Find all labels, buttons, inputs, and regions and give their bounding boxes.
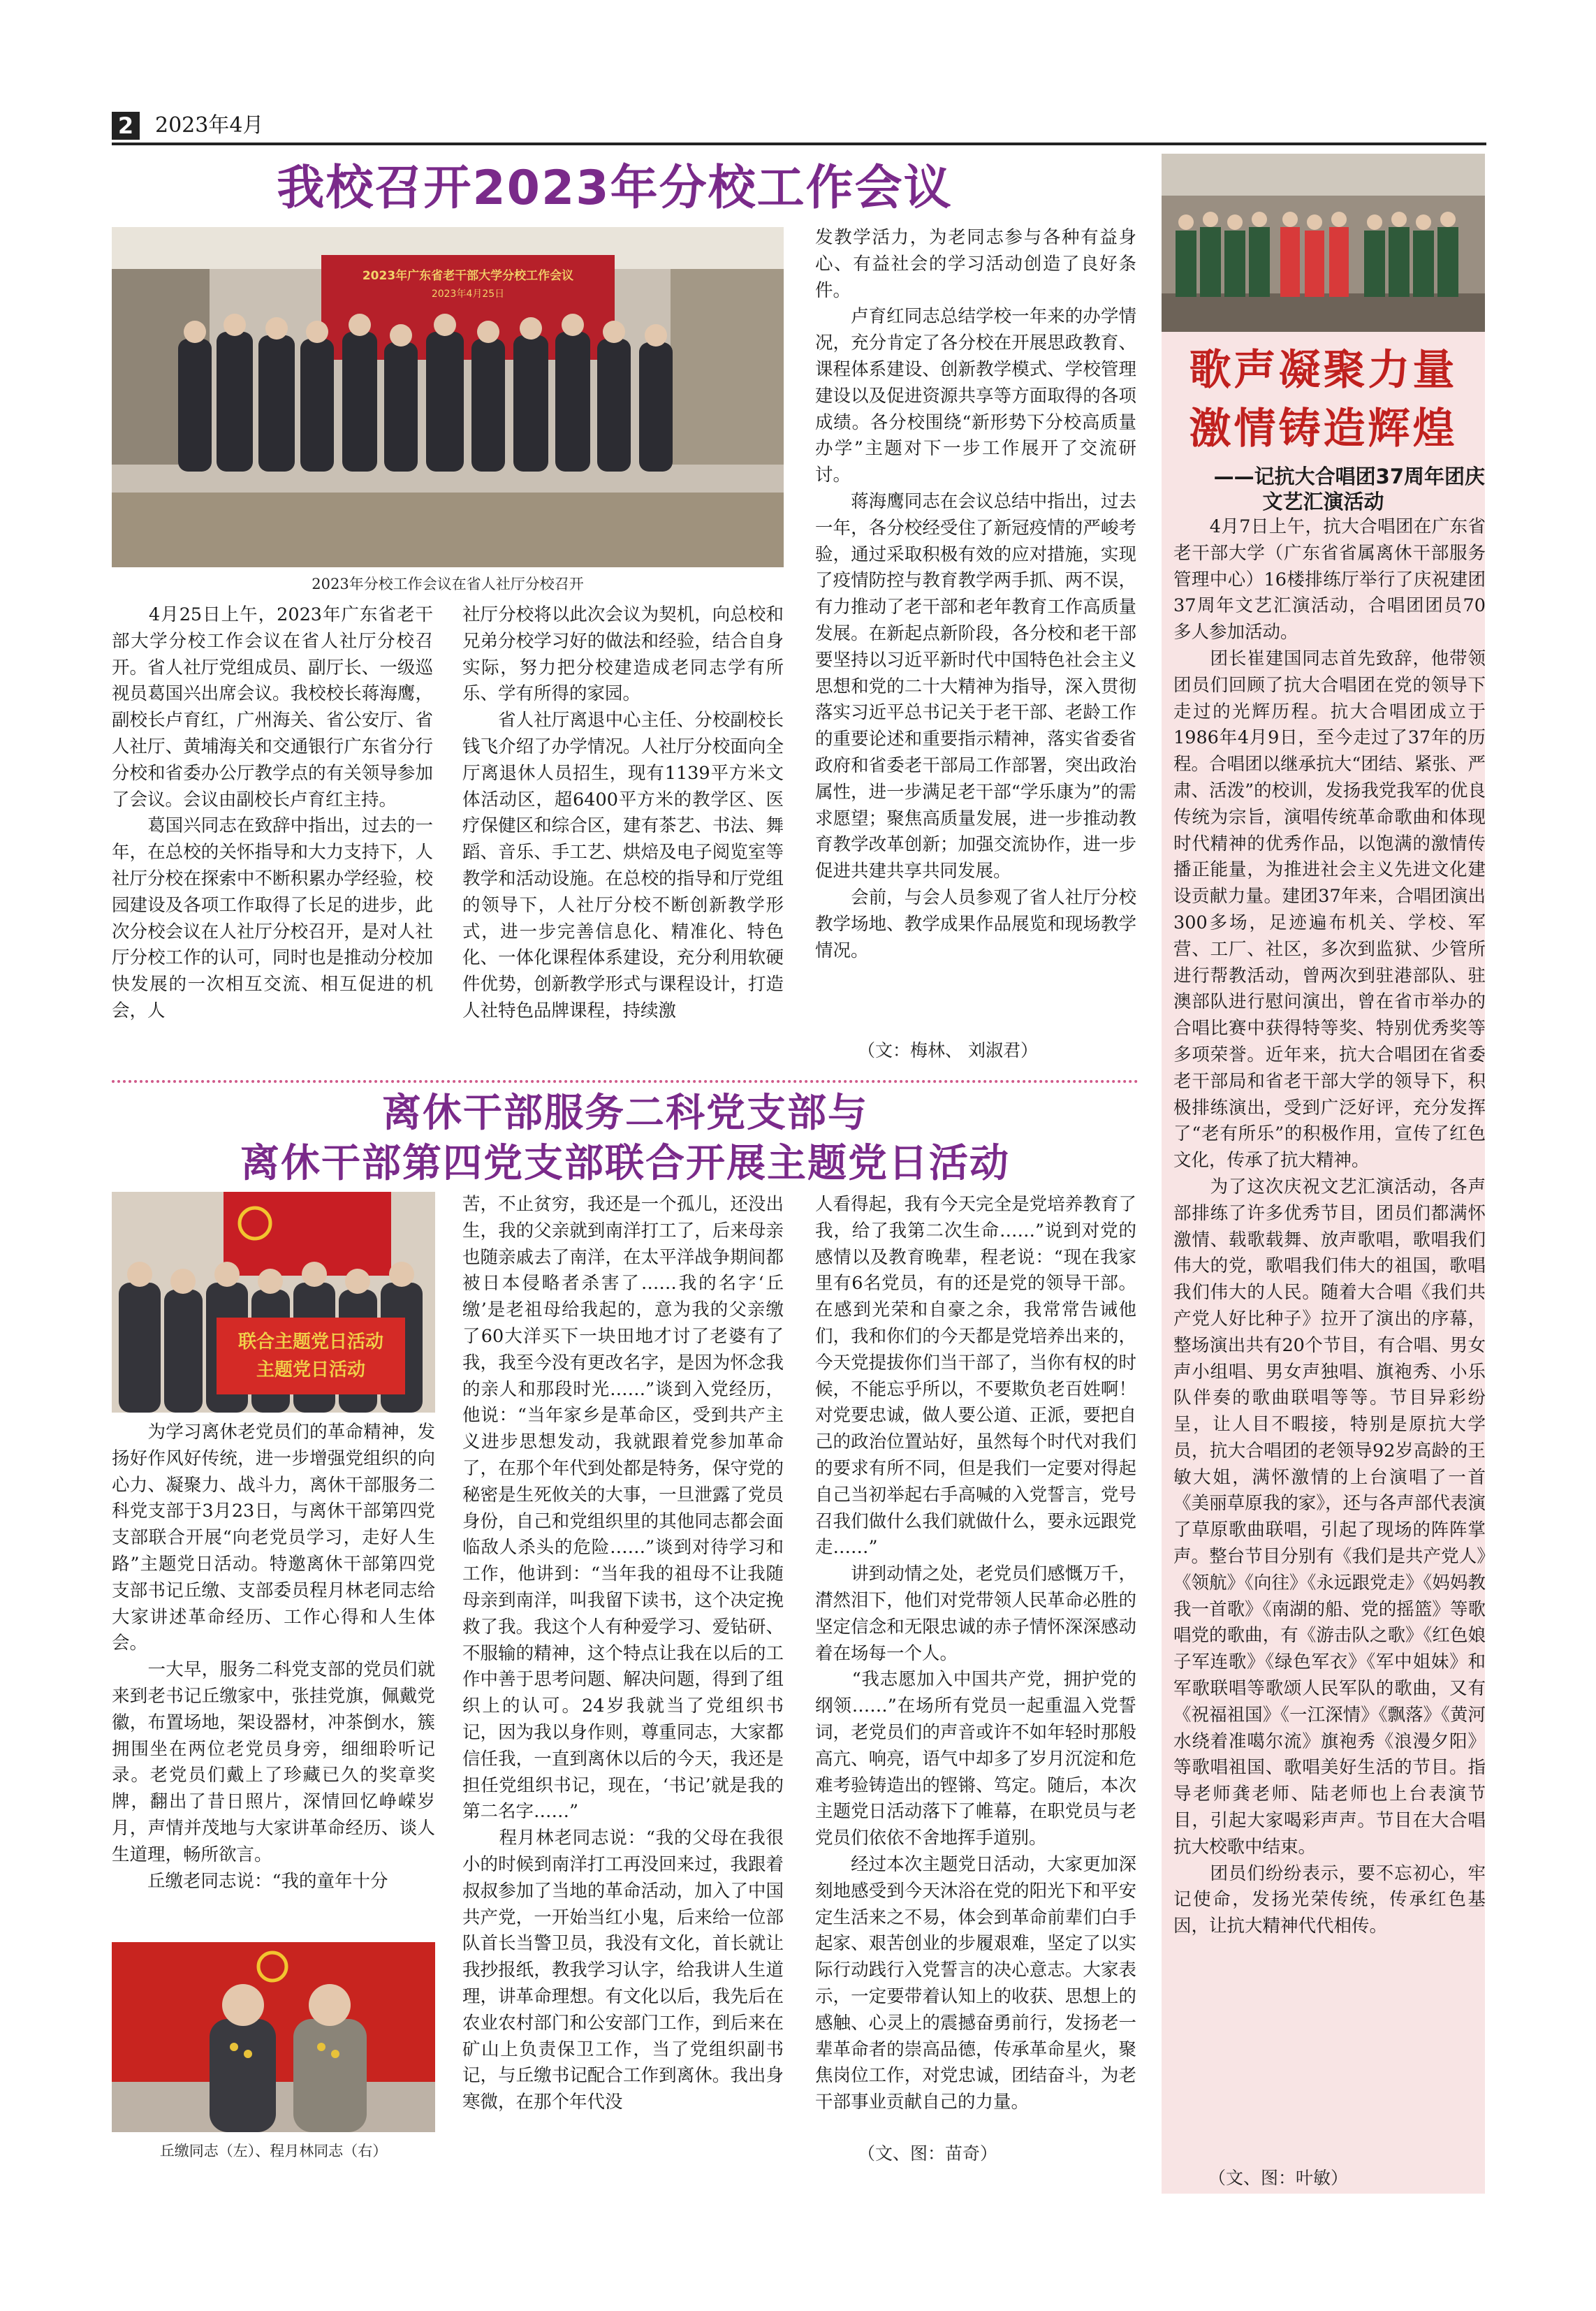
article1-col2: 社厅分校将以此次会议为契机，向总校和兄弟分校学习好的做法和经验，结合自身实际，努力把分校建造成老同志学有所乐、学有所得的家园。 省人社厅离退中心主任、分校副校长钱飞介绍了办学情况。人社厅分校面向全厅离退休人员招生，现有1139平方米文体活动区，超6400平方米的教学区、医疗保健区和综合区，建有茶艺、书法、舞蹈、音乐、手工艺、烘焙及电子阅览室等教学和活动设施。在总校的指导和厅党组的领导下，人社厅分校不断创新教学形式，进一步完善信息化、精准化、特色化、一体化课程体系建设，充分利用软硬件优势，创新教学形式与课程设计，打造人社特色品牌课程，持续激	[462, 604, 784, 1021]
article2-photo1-banner-line1: 联合主题党日活动	[237, 1332, 383, 1353]
article2-title-line2: 离休干部第四党支部联合开展主题党日活动	[240, 1141, 1010, 1186]
article3-body: 4月7日上午，抗大合唱团在广东省老干部大学（广东省省属离休干部服务管理中心）16楼排练厅举行了庆祝建团37周年文艺汇演活动，合唱团团员70多人参加活动。 团长崔建国同志首先致辞，他带领团员们回顾了抗大合唱团在党的领导下走过的光辉历程。抗大合唱团成立于1986年4月9日，至今走过了37年的历程。合唱团以继承抗大“团结、紧张、严肃、活泼”的校训，发扬我党我军的优良传统为宗旨，演唱传统革命歌曲和体现时代精神的优秀作品，以饱满的激情传播正能量，为推进社会主义先进文化建设贡献力量。建团37年来，合唱团演出300多场，足迹遍布机关、学校、军营、工厂、社区，多次到监狱、少管所进行帮教活动，曾两次到驻港部队、驻澳部队进行慰问演出，曾在省市举办的合唱比赛中获得特等奖、特别优秀奖等多项荣誉。近年来，抗大合唱团在省委老干部局和省老干部大学的领导下，积极排练演出，受到广泛好评，充分发挥了“老有所乐”的积极作用，宣传了红色文化，传承了抗大精神。 为了这次庆祝文艺汇演活动，各声部排练了许多优秀节目，团员们都满怀激情、载歌载舞、放声歌唱，歌唱我们伟大的党，歌唱我们伟大的祖国，歌唱我们伟大的人民。随着大合唱《我们共产党人好比种子》拉开了演出的序幕，整场演出共有20个节目，有合唱、男女声小组唱、男女声独唱、旗袍秀、小乐队伴奏的歌曲联唱等等。节目异彩纷呈，让人目不暇接，特别是原抗大学员，抗大合唱团的老领导92岁高龄的王敏大姐，满怀激情的上台演唱了一首《美丽草原我的家》，还与各声部代表演了草原歌曲联唱，引起了现场的阵阵掌声。整台节目分别有《我们是共产党人》《领航》《向往》《永远跟党走》《妈妈教我一首歌》《南湖的船、党的摇篮》等歌唱党的歌曲，有《游击队之歌》《红色娘子军连歌》《绿色军衣》《军中姐妹》和军歌联唱等歌颂人民军队的歌曲，又有《祝福祖国》《一江深情》《飘落》《黄河水绕着准噶尔流》旗袍秀《浪漫夕阳》等歌唱祖国、歌唱美好生活的节目。指导老师龚老师、陆老师也上台表演节目，引起大家喝彩声声。节目在大合唱抗大校歌中结束。 团员们纷纷表示，要不忘初心，牢记使命，发扬光荣传统，传承红色基因，让抗大精神代代相传。	[1173, 516, 1486, 1937]
article3-title-line1: 歌声凝聚力量	[1189, 346, 1458, 395]
article1-photo-banner-title: 2023年广东省老干部大学分校工作会议	[362, 269, 574, 283]
article1-credit: （文：梅林、 刘淑君）	[858, 1040, 1038, 1060]
article2-credit: （文、图：苗奇）	[858, 2143, 998, 2164]
article3-subtitle-line1: ——记抗大合唱团37周年团庆	[1213, 465, 1485, 488]
article1-col3: 发教学活力，为老同志参与各种有益身心、有益社会的学习活动创造了良好条件。 卢育红同志总结学校一年来的办学情况，充分肯定了各分校在开展思政教育、课程体系建设、创新教学模式、学校管理建设以及促进资源共享等方面取得的各项成绩。各分校围绕“新形势下分校高质量办学”主题对下一步工作展开了交流研讨。 蒋海鹰同志在会议总结中指出，过去一年，各分校经受住了新冠疫情的严峻考验，通过采取积极有效的应对措施，实现了疫情防控与教育教学两手抓、两不误，有力推动了老干部和老年教育工作高质量发展。在新起点新阶段，各分校和老干部要坚持以习近平新时代中国特色社会主义思想和党的二十大精神为指导，深入贯彻落实习近平总书记关于老干部、老龄工作的重要论述和重要指示精神，落实省委省政府和省委老干部局工作部署，突出政治属性，进一步满足老干部“学乐康为”的需求愿望；聚焦高质量发展，进一步推动教育教学改革创新；加强交流协作，进一步促进共建共享共同发展。 会前，与会人员参观了省人社厅分校教学场地、教学成果作品展览和现场教学情况。	[815, 227, 1136, 961]
header-rule	[112, 143, 1486, 145]
article1-title: 我校召开2023年分校工作会议	[277, 161, 953, 216]
choir-stage-photo	[1162, 154, 1485, 332]
article2-col2: 苦，不止贫穷，我还是一个孤儿，还没出生，我的父亲就到南洋打工了，后来母亲也随亲戚去了南洋，在太平洋战争期间都被日本侵略者杀害了……我的名字‘丘缴’是老祖母给我起的，意为我的父亲缴了60大洋买下一块田地才讨了老婆有了我，我至今没有更改名字，是因为怀念我的亲人和那段时光……”谈到入党经历，他说：“当年家乡是革命区，受到共产主义进步思想发动，我就跟着党参加革命了，在那个年代到处都是特务，保守党的秘密是生死攸关的大事，一旦泄露了党员身份，自己和党组织里的其他同志都会面临敌人杀头的危险……”谈到对待学习和工作，他讲到：“当年我的祖母不让我随母亲到南洋，叫我留下读书，这个决定挽救了我。我这个人有种爱学习、爱钻研、不服输的精神，这个特点让我在以后的工作中善于思考问题、解决问题，得到了组织上的认可。24岁我就当了党组织书记，因为我以身作则，尊重同志，大家都信任我，一直到离休以后的今天，我还是担任党组织书记，现在，‘书记’就是我的第二名字……” 程月林老同志说：“我的父母在我很小的时候到南洋打工再没回来过，我跟着叔叔参加了当地的革命活动，加入了中国共产党，一开始当红小鬼，后来给一位部队首长当警卫员，我没有文化，首长就让我抄报纸，教我学习认字，给我讲人生道理，讲革命理想。有文化以后，我先后在农业农村部门和公安部门工作，到后来在矿山上负责保卫工作，当了党组织副书记，与丘缴书记配合工作到离休。我出身寒微，在那个年代没	[462, 1194, 784, 2113]
article3-credit: （文、图：叶敏）	[1208, 2168, 1349, 2188]
article1-col1: 4月25日上午，2023年广东省老干部大学分校工作会议在省人社厅分校召开。省人社厅党组成员、副厅长、一级巡视员葛国兴出席会议。我校校长蒋海鹰，副校长卢育红，广州海关、省公安厅、省人社厅、黄埔海关和交通银行广东省分行分校和省委办公厅教学点的有关领导参加了会议。会议由副校长卢育红主持。 葛国兴同志在致辞中指出，过去的一年，在总校的关怀指导和大力支持下，人社厅分校在探索中不断积累办学经验，校园建设及各项工作取得了长足的进步，此次分校会议在人社厅分校召开，是对人社厅分校工作的认可，同时也是推动分校加快发展的一次相互交流、相互促进的机会，人	[112, 604, 433, 1021]
issue-date: 2023年4月	[155, 113, 264, 138]
article3-subtitle-line2: 文艺汇演活动	[1262, 490, 1384, 513]
article-divider	[112, 1080, 1139, 1083]
article2-photo2	[112, 1942, 435, 2132]
page-number: 2	[117, 112, 134, 139]
article2-title-line1: 离休干部服务二科党支部与	[382, 1091, 868, 1136]
veterans-portrait-photo	[112, 1942, 435, 2132]
article1-photo-caption: 2023年分校工作会议在省人社厅分校召开	[312, 576, 584, 592]
article3-title-line2: 激情铸造辉煌	[1189, 404, 1458, 453]
article2-col1: 为学习离休老党员们的革命精神，发扬好作风好传统，进一步增强党组织的向心力、凝聚力、战斗力，离休干部服务二科党支部于3月23日，与离休干部第四党支部联合开展“向老党员学习，走好人生路”主题党日活动。特邀离休干部第四党支部书记丘缴、支部委员程月林老同志给大家讲述革命经历、工作心得和人生体会。 一大早，服务二科党支部的党员们就来到老书记丘缴家中，张挂党旗，佩戴党徽，布置场地，架设器材，冲茶倒水，簇拥围坐在两位老党员身旁，细细聆听记录。老党员们戴上了珍藏已久的奖章奖牌，翻出了昔日照片，深情回忆峥嵘岁月，声情并茂地与大家讲革命经历、谈人生道理，畅所欲言。 丘缴老同志说：“我的童年十分	[112, 1422, 435, 1892]
article3-photo	[1162, 154, 1485, 332]
article1-photo-banner-date: 2023年4月25日	[431, 289, 505, 300]
article2-col3: 人看得起，我有今天完全是党培养教育了我，给了我第二次生命……”说到对党的感情以及教育晚辈，程老说：“现在我家里有6名党员，有的还是党的领导干部。在感到光荣和自豪之余，我常常告诫他们，我和你们的今天都是党培养出来的，今天党提拔你们当干部了，当你有权的时候，不能忘乎所以，不要欺负老百姓啊！对党要忠诚，做人要公道、正派，要把自己的政治位置站好，虽然每个时代对我们的要求有所不同，但是我们一定要对得起自己当初举起右手高喊的入党誓言，党号召我们做什么我们就做什么，要永远跟党走……” 讲到动情之处，老党员们感慨万千，潸然泪下，他们对党带领人民革命必胜的坚定信念和无限忠诚的赤子情怀深深感动着在场每一个人。 “我志愿加入中国共产党，拥护党的纲领……”在场所有党员一起重温入党誓词，老党员们的声音或许不如年轻时那般高亢、响亮，语气中却多了岁月沉淀和危难考验铸造出的铿锵、笃定。随后，本次主题党日活动落下了帷幕，在职党员与老党员们依依不舍地挥手道别。 经过本次主题党日活动，大家更加深刻地感受到今天沐浴在党的阳光下和平安定生活来之不易，体会到革命前辈们白手起家、艰苦创业的步履艰难，坚定了以实际行动践行入党誓言的决心意志。大家表示，一定要带着认知上的收获、思想上的感触、心灵上的震撼奋勇前行，发扬老一辈革命者的崇高品德，传承革命星火，聚焦岗位工作，对党忠诚，团结奋斗，为老干部事业贡献自己的力量。	[815, 1194, 1136, 2113]
article2-photo2-caption: 丘缴同志（左）、程月林同志（右）	[159, 2143, 388, 2159]
article2-photo1-banner-line2: 主题党日活动	[256, 1359, 365, 1380]
